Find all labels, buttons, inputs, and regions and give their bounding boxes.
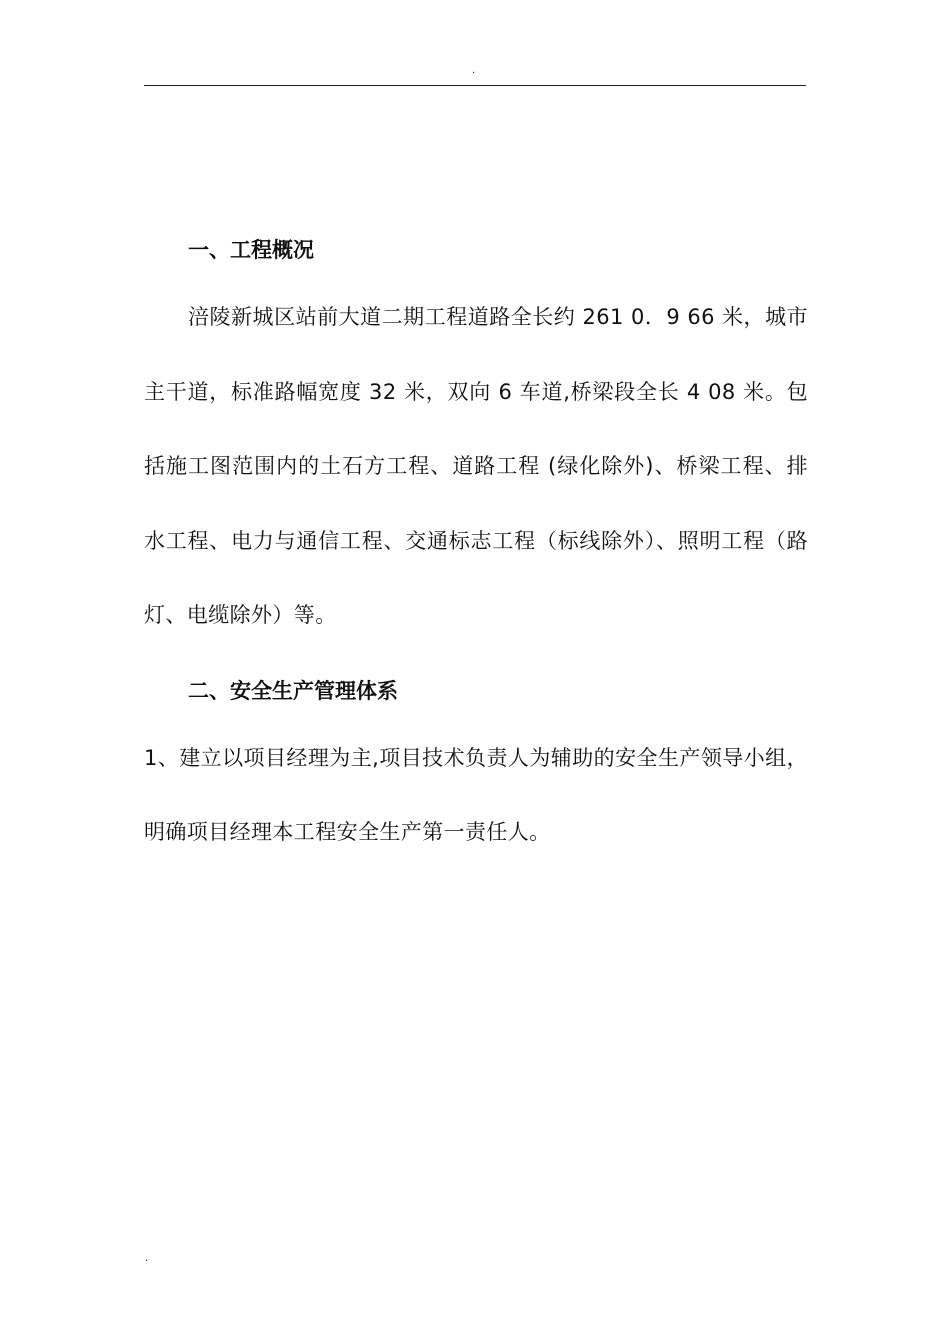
section-heading-safety-system: 二、安全生产管理体系 — [188, 678, 398, 703]
header-mark: . — [472, 65, 476, 76]
footer-mark: . — [145, 1253, 149, 1264]
header-rule — [144, 85, 806, 86]
overview-paragraph: 涪陵新城区站前大道二期工程道路全长约 261 0．9 66 米，城市主干道，标准路幅宽度 32 米，双向 6 车道,桥梁段全长 4 08 米。包括施工图范围内的土石方工程、道路工程 (绿化除外)、桥梁工程、排水工程、电力与通信工程、交通标志工程（标线除外）、照明工程（路灯、电缆除外）等。 — [144, 305, 808, 627]
document-body — [144, 230, 808, 870]
section-heading-overview: 一、工程概况 — [188, 238, 314, 262]
safety-system-item-1: 1、建立以项目经理为主,项目技术负责人为辅助的安全生产领导小组，明确项目经理本工程安全生产第一责任人。 — [144, 745, 808, 844]
